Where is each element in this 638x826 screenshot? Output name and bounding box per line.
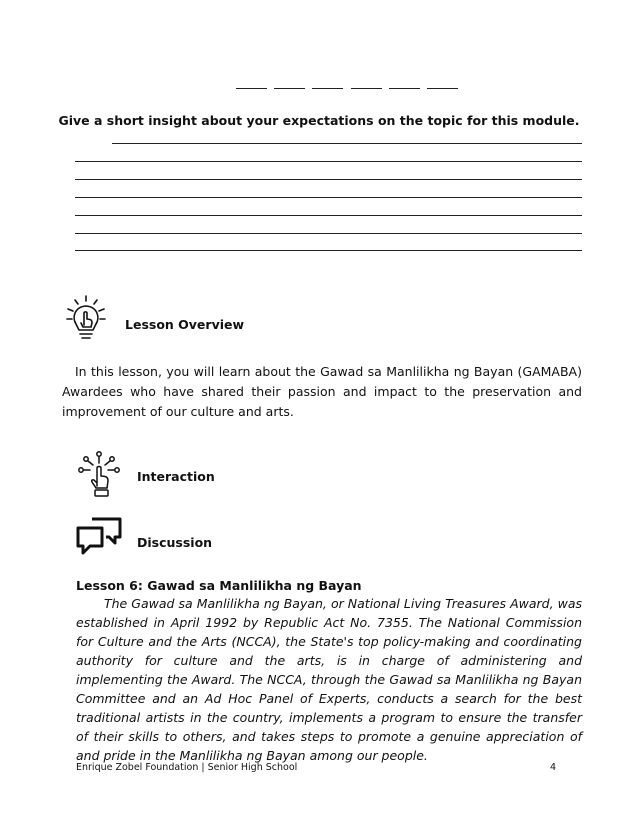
interaction-title: Interaction	[137, 469, 215, 484]
discussion-title: Discussion	[137, 535, 213, 550]
overview-title: Lesson Overview	[125, 317, 245, 332]
lesson-body	[76, 594, 582, 765]
overview-paragraph	[62, 362, 582, 422]
blank-3	[312, 88, 343, 89]
insight-prompt: Give a short insight about your expectations on the topic for this module.	[58, 113, 580, 128]
footer-organization: Enrique Zobel Foundation | Senior High School	[76, 762, 298, 773]
lesson-text: The Gawad sa Manlilikha ng Bayan, or National Living Treasures Award, was established in April 1992 by Republic Act No. 7355. The National Commission for Culture and the Arts (NCCA), the State's top policy-making and coordinating authority for culture and the arts, is in charge of administering and implementing the Award. The NCCA, through the Gawad sa Manlilikha ng Bayan Committee and an Ad Hoc Panel of Experts, conducts a search for the best traditional artists in the country, implements a program to ensure the transfer of their skills to others, and takes steps to promote a genuine appreciation of and pride in the Manlilikha ng Bayan among our people.	[76, 596, 582, 763]
answer-line	[75, 215, 582, 216]
answer-line	[112, 143, 582, 144]
lightbulb-hand-icon	[64, 294, 108, 344]
answer-blanks	[236, 88, 458, 89]
overview-text: In this lesson, you will learn about the Gawad sa Manlilikha ng Bayan (GAMABA) Awardees who have shared their passion and impact to the preservation and improvement of our culture and arts.	[62, 364, 582, 419]
chat-bubbles-icon	[76, 516, 122, 556]
answer-line	[75, 161, 582, 162]
blank-1	[236, 88, 267, 89]
blank-4	[351, 88, 382, 89]
answer-line	[75, 250, 582, 251]
page-number: 4	[550, 762, 557, 773]
pointing-hand-network-icon	[78, 450, 120, 498]
answer-line	[75, 233, 582, 234]
blank-5	[389, 88, 420, 89]
answer-line	[75, 197, 582, 198]
answer-line	[75, 179, 582, 180]
blank-6	[427, 88, 458, 89]
blank-2	[274, 88, 305, 89]
lesson-heading: Lesson 6: Gawad sa Manlilikha ng Bayan	[76, 578, 362, 593]
